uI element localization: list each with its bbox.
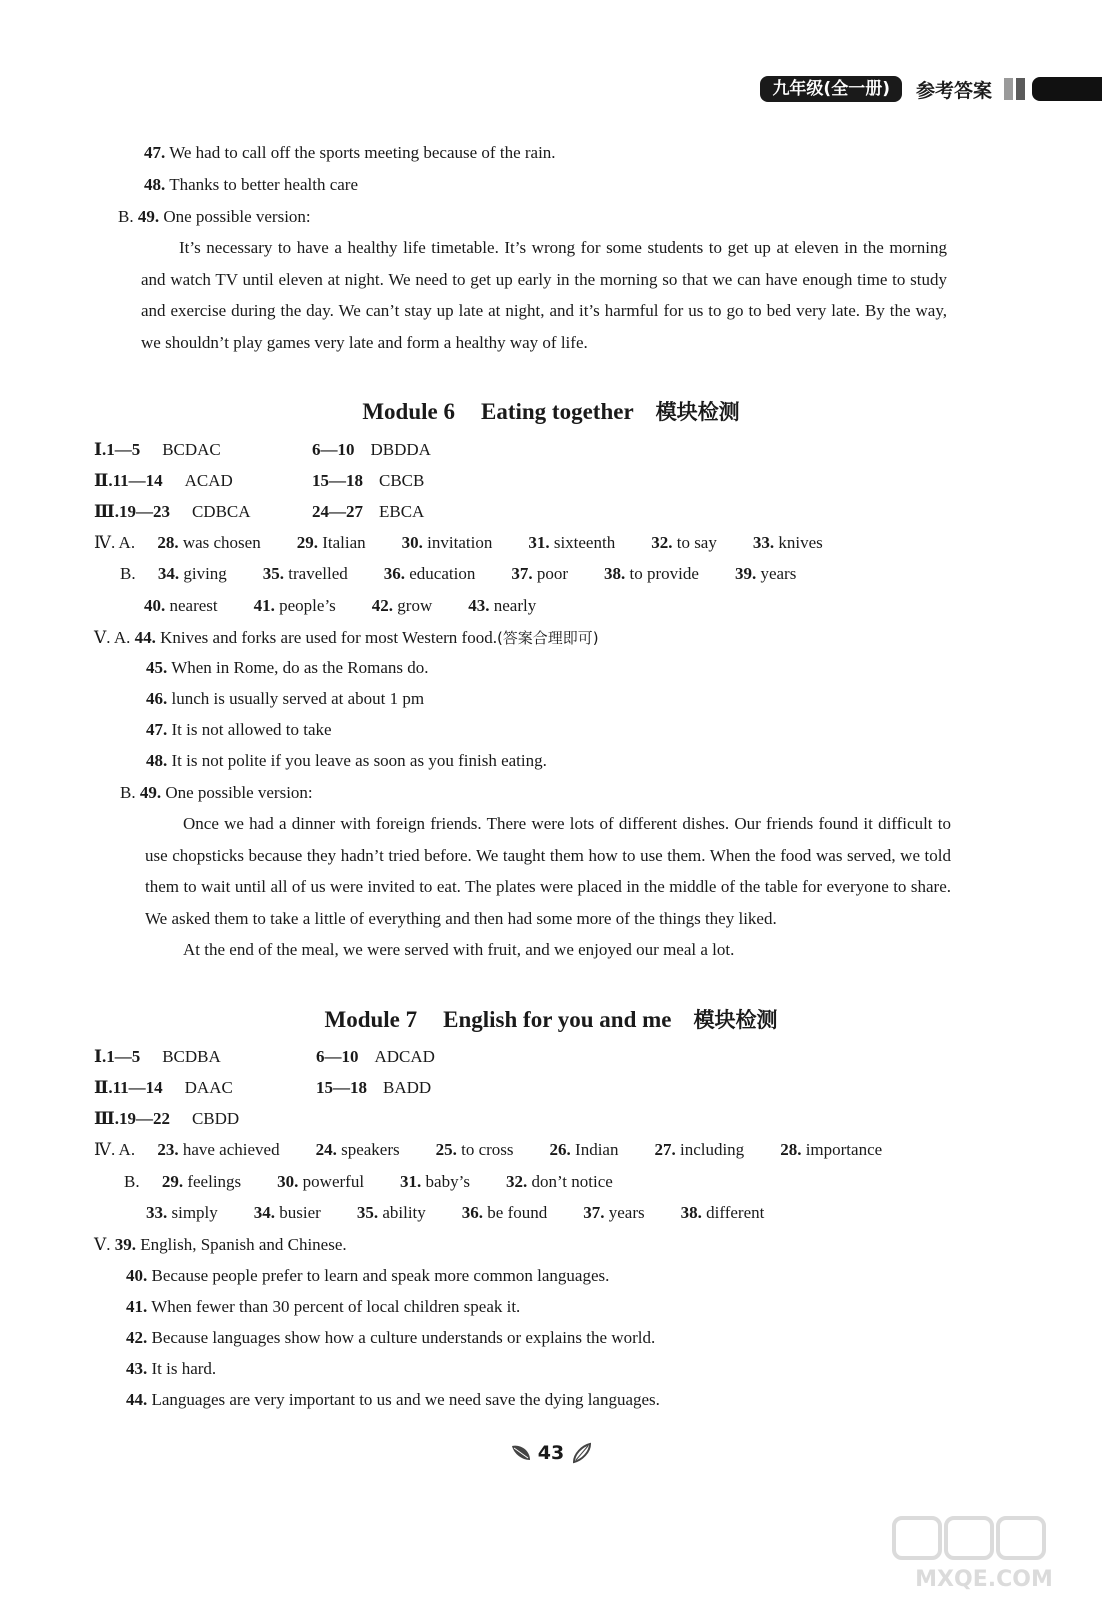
m6-section-1b: 6—10 DBDDA <box>312 440 431 459</box>
m7-section-2b: 15—18 BADD <box>316 1078 432 1097</box>
page-number: 43 <box>537 1442 565 1464</box>
m7-answer-39: Ⅴ. 39. English, Spanish and Chinese. <box>94 1235 347 1254</box>
m7-section-4b: B. 29. feelings 30. powerful 31. baby’s 32. don’t notice <box>124 1172 613 1191</box>
m6-section-2: Ⅱ.11—14 ACAD <box>94 471 233 490</box>
m7-section-4c: 33. simply 34. busier 35. ability 36. be found 37. years 38. different <box>146 1203 765 1222</box>
m6-answer-47: 47. It is not allowed to take <box>146 720 332 739</box>
m7-answer-41: 41. When fewer than 30 percent of local children speak it. <box>126 1297 521 1316</box>
m7-section-3: Ⅲ.19—22 CBDD <box>94 1109 240 1128</box>
m6-section-1: Ⅰ.1—5 BCDAC <box>94 440 221 459</box>
m6-answer-46: 46. lunch is usually served at about 1 pm <box>146 689 425 708</box>
m6-section-4c: 40. nearest 41. people’s 42. grow 43. nearly <box>144 596 537 615</box>
m7-section-4a: Ⅳ. A. 23. have achieved 24. speakers 25. to cross 26. Indian 27. including 28. importance <box>94 1140 883 1159</box>
module-7-title: Module 7 English for you and me 模块检测 <box>324 1007 778 1032</box>
answer-48: 48. Thanks to better health care <box>144 175 358 194</box>
m7-section-1b: 6—10 ADCAD <box>316 1047 435 1066</box>
site-watermark <box>884 1514 1084 1594</box>
m6-answer-b49: B. 49. One possible version: <box>120 783 313 802</box>
answer-47: 47. We had to call off the sports meeting because of the rain. <box>144 143 556 162</box>
m6-essay: Once we had a dinner with foreign friends. There were lots of different dishes. Our friends found it difficult to use chopsticks because they hadn’t tried before. We taught them how to use them. When the food was served, we told them to wait until all of us were invited to eat. The plates were placed in the middle of the table for everyone to share. We asked them to take a little of everything and then had some more of the things they liked. At the end of the meal, we were served with fruit, and we enjoyed our meal a lot. <box>145 814 951 959</box>
m6-section-4a: Ⅳ. A. 28. was chosen 29. Italian 30. invitation 31. sixteenth 32. to say 33. knives <box>94 533 823 552</box>
header-title: 参考答案 <box>915 79 992 102</box>
grade-tag: 九年级(全一册) <box>760 76 902 102</box>
page-footer <box>0 1442 1102 1464</box>
m7-section-1: Ⅰ.1—5 BCDBA <box>94 1047 221 1066</box>
header-decoration <box>1004 77 1102 101</box>
m6-section-3b: 24—27 EBCA <box>312 502 425 521</box>
leaf-right-icon <box>570 1442 592 1464</box>
m7-answer-40: 40. Because people prefer to learn and speak more common languages. <box>126 1266 610 1285</box>
svg-text:MXQE.COM: MXQE.COM <box>915 1567 1053 1592</box>
m7-answer-44: 44. Languages are very important to us and we need save the dying languages. <box>126 1390 660 1409</box>
leaf-left-icon <box>510 1442 532 1464</box>
page-header <box>760 74 1102 104</box>
m6-section-2b: 15—18 CBCB <box>312 471 425 490</box>
m6-answer-48: 48. It is not polite if you leave as soon as you finish eating. <box>146 751 547 770</box>
m6-answer-44: Ⅴ. A. 44. Knives and forks are used for most Western food.(答案合理即可) <box>94 628 599 647</box>
m6-answer-45: 45. When in Rome, do as the Romans do. <box>146 658 429 677</box>
m7-answer-43: 43. It is hard. <box>126 1359 217 1378</box>
essay-paragraph: It’s necessary to have a healthy life timetable. It’s wrong for some students to get up at eleven in the morning and watch TV until eleven at night. We need to get up early in the morning so that we can have enough time to study and exercise during the day. We can’t stay up late at night, and it’s harmful for us to go to bed very late. By the way, we shouldn’t play games very late and form a healthy way of life. <box>141 238 947 352</box>
m7-section-2: Ⅱ.11—14 DAAC <box>94 1078 233 1097</box>
m6-section-4b: B. 34. giving 35. travelled 36. education 37. poor 38. to provide 39. years <box>120 564 797 583</box>
answer-b49: B. 49. One possible version: <box>118 207 311 226</box>
module-6-title: Module 6 Eating together 模块检测 <box>362 399 740 424</box>
m7-answer-42: 42. Because languages show how a culture understands or explains the world. <box>126 1328 656 1347</box>
m6-section-3: Ⅲ.19—23 CDBCA <box>94 502 251 521</box>
